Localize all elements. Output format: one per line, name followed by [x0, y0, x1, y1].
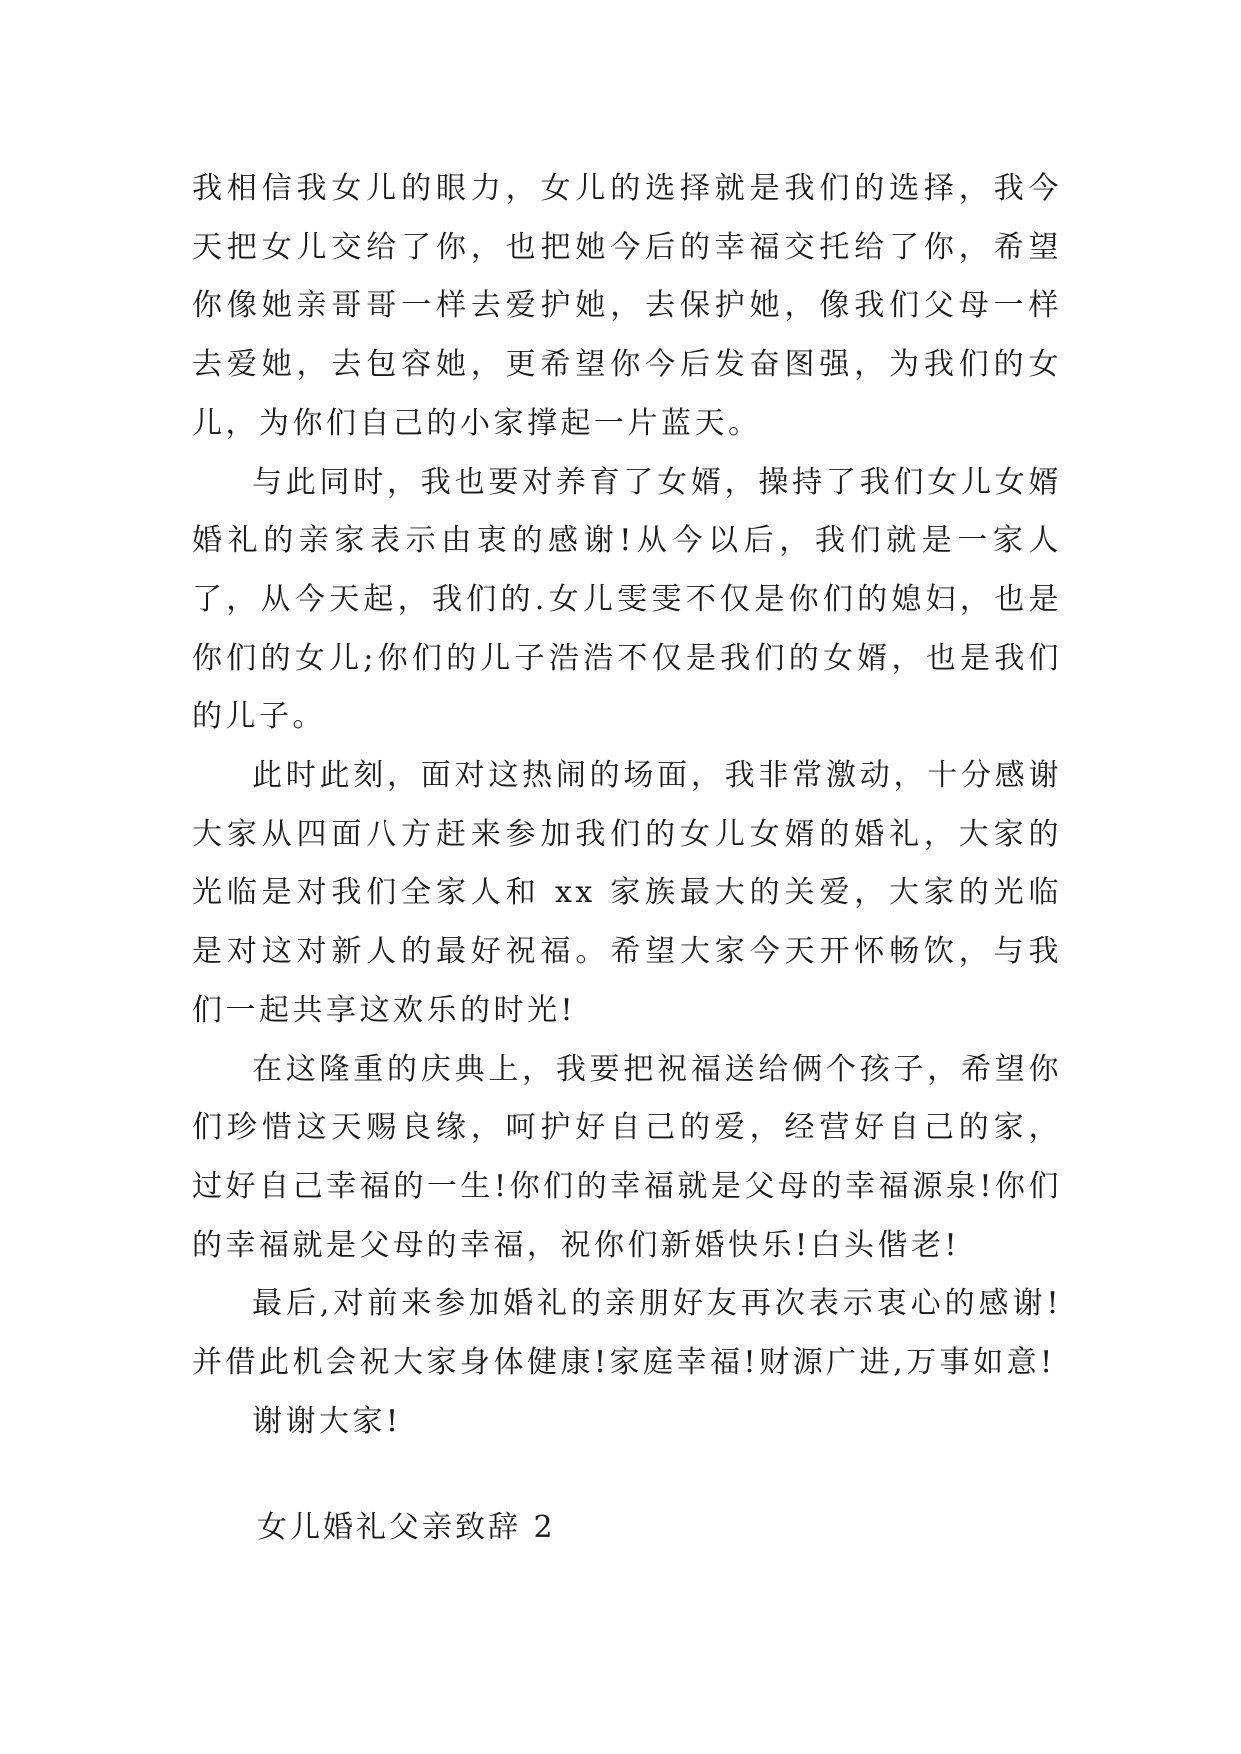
- paragraph-1: 我相信我女儿的眼力，女儿的选择就是我们的选择，我今天把女儿交给了你，也把她今后的幸福交托给了你，希望你像她亲哥哥一样去爱护她，去保护她，像我们父母一样去爱她，去包容她，更希望你今后发奋图强，为我们的女儿，为你们自己的小家撑起一片蓝天。: [192, 171, 1062, 441]
- speech-body: [192, 160, 1062, 1451]
- paragraph-4: 在这隆重的庆典上，我要把祝福送给俩个孩子，希望你们珍惜这天赐良缘，呵护好自己的爱，经营好自己的家，过好自己幸福的一生!你们的幸福就是父母的幸福源泉!你们的幸福就是父母的幸福，祝你们新婚快乐!白头偕老!: [192, 1051, 1062, 1263]
- paragraph-5: 最后,对前来参加婚礼的亲朋好友再次表示衷心的感谢!并借此机会祝大家身体健康!家庭幸福!财源广进,万事如意!: [192, 1286, 1062, 1381]
- next-section-title: 女儿婚礼父亲致辞 2: [257, 1510, 556, 1545]
- paragraph-2: 与此同时，我也要对养育了女婿，操持了我们女儿女婿婚礼的亲家表示由衷的感谢!从今以后，我们就是一家人了，从今天起，我们的.女儿雯雯不仅是你们的媳妇，也是你们的女儿;你们的儿子浩浩不仅是我们的女婿，也是我们的儿子。: [192, 464, 1062, 735]
- paragraph-3: 此时此刻，面对这热闹的场面，我非常激动，十分感谢大家从四面八方赶来参加我们的女儿女婿的婚礼，大家的光临是对我们全家人和 xx 家族最大的关爱，大家的光临是对这对新人的最好祝福。希望大家今天开怀畅饮，与我们一起共享这欢乐的时光!: [192, 758, 1062, 1028]
- paragraph-6: 谢谢大家!: [252, 1403, 402, 1439]
